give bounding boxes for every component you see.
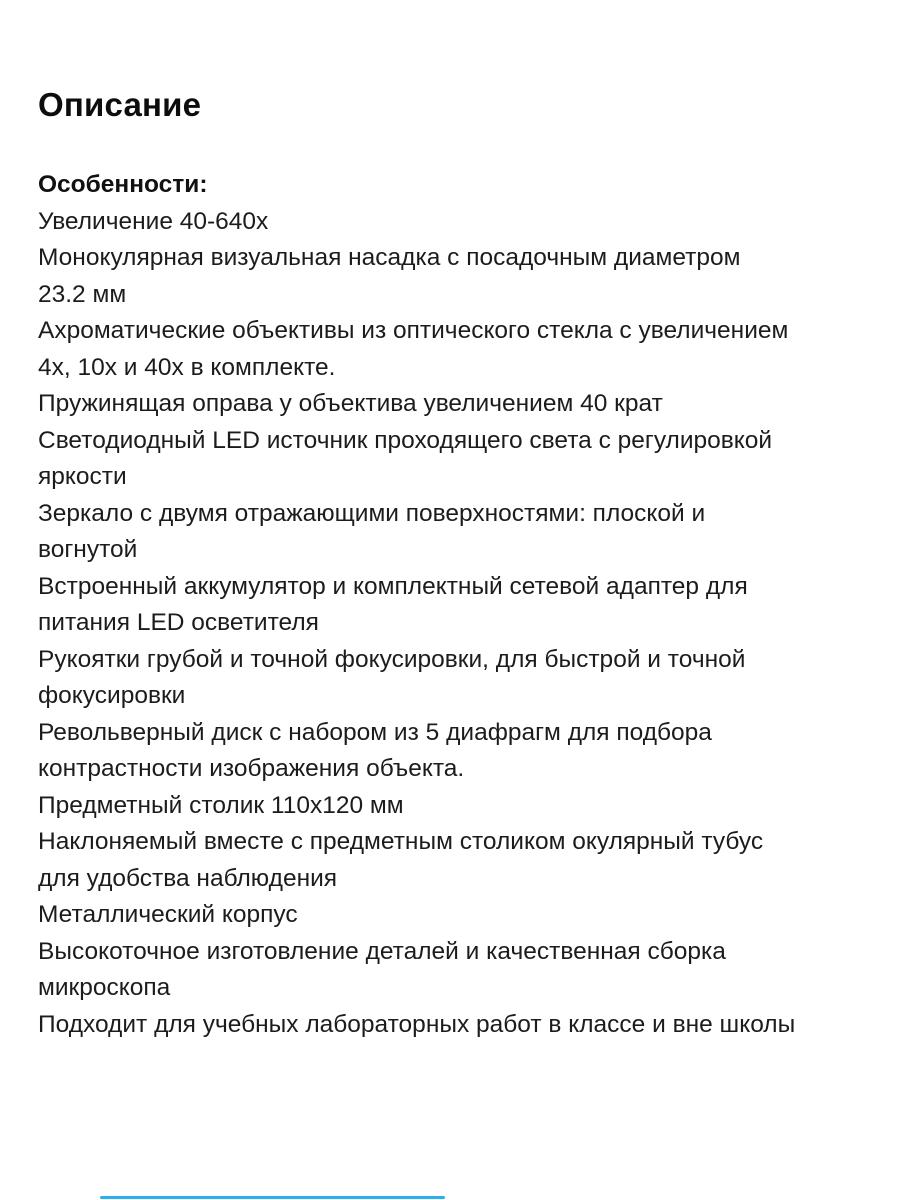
feature-line: 23.2 мм xyxy=(38,280,127,308)
feature-line: Револьверный диск с набором из 5 диафрагм для подбора xyxy=(38,718,712,746)
feature-line: Встроенный аккумулятор и комплектный сетевой адаптер для xyxy=(38,572,748,600)
feature-line: фокусировки xyxy=(38,682,186,709)
feature-line: Ахроматические объективы из оптического стекла с увеличением xyxy=(38,317,789,344)
feature-line: 4х, 10х и 40х в комплекте. xyxy=(38,353,336,381)
feature-line: Монокулярная визуальная насадка с посадочным диаметром xyxy=(38,244,741,271)
feature-line: Высокоточное изготовление деталей и качественная сборка xyxy=(38,937,726,965)
features-heading: Особенности: xyxy=(38,171,208,198)
feature-line: микроскопа xyxy=(38,974,171,1001)
feature-line: Увеличение 40-640x xyxy=(38,207,269,235)
feature-line: Рукоятки грубой и точной фокусировки, для быстрой и точной xyxy=(38,645,746,673)
feature-line: Подходит для учебных лабораторных работ в классе и вне школы xyxy=(38,1010,796,1038)
feature-line: Наклоняемый вместе с предметным столиком окулярный тубус xyxy=(38,828,764,855)
feature-line: Пружинящая оправа у объектива увеличением 40 крат xyxy=(38,390,663,417)
feature-line: питания LED осветителя xyxy=(38,609,319,636)
feature-line: Предметный столик 110х120 мм xyxy=(38,791,404,819)
features-list xyxy=(38,204,870,1044)
bottom-accent-line xyxy=(100,1196,445,1199)
feature-line: Зеркало с двумя отражающими поверхностями: плоской и xyxy=(38,499,706,527)
feature-line: вогнутой xyxy=(38,536,138,563)
feature-line: Светодиодный LED источник проходящего света с регулировкой xyxy=(38,426,773,454)
feature-line: контрастности изображения объекта. xyxy=(38,755,465,782)
feature-line: яркости xyxy=(38,463,127,490)
feature-line: Металлический корпус xyxy=(38,901,298,928)
feature-line: для удобства наблюдения xyxy=(38,864,338,892)
features-block xyxy=(38,167,870,1043)
page-title: Описание xyxy=(38,86,202,123)
